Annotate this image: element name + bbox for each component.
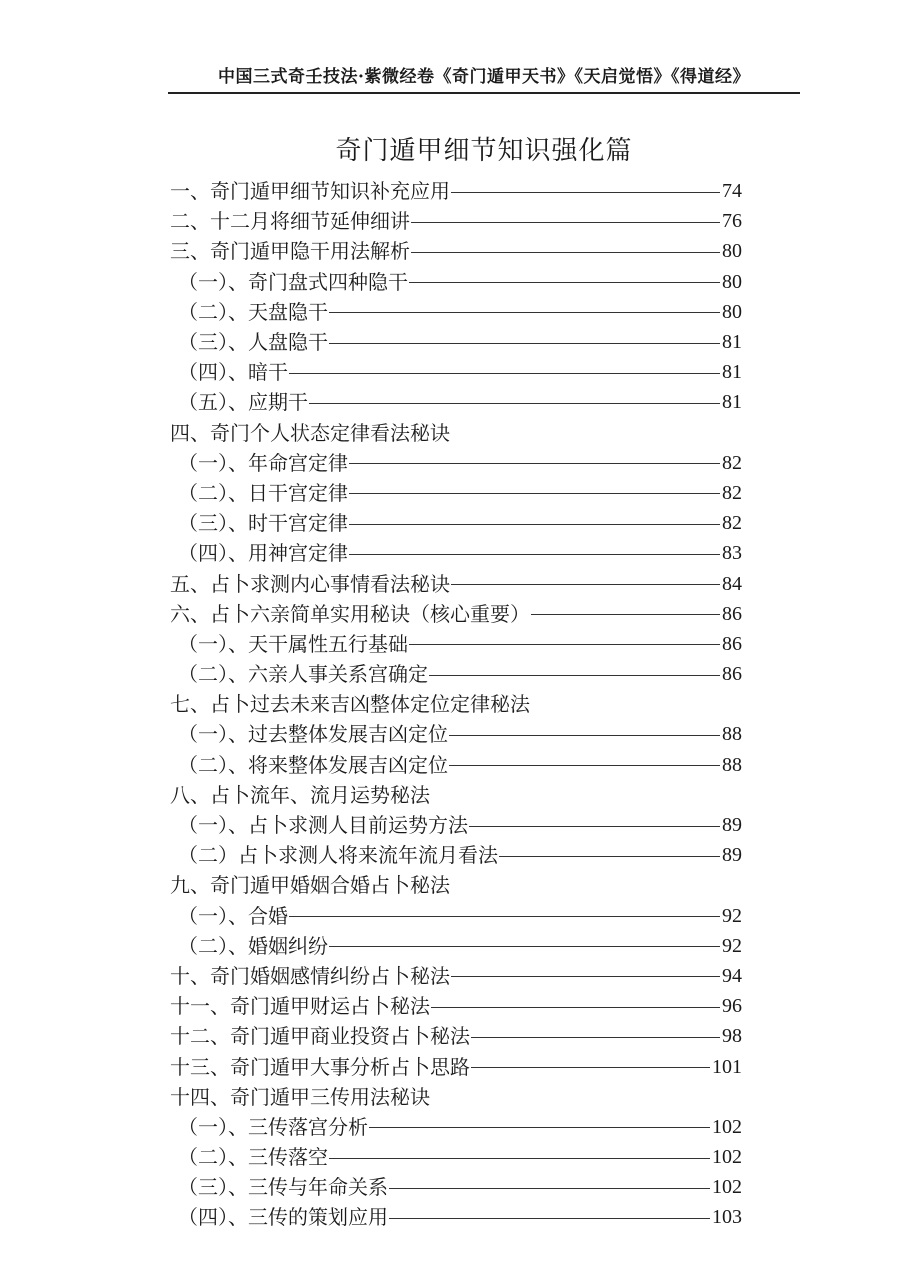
toc-entry-label: （四）、暗干: [178, 360, 288, 385]
toc-page-number: 101: [712, 1055, 742, 1078]
toc-entry-label: （一）、年命宫定律: [178, 450, 348, 475]
toc-leader-line: [531, 614, 720, 615]
toc-entry-label: 三、奇门遁甲隐干用法解析: [170, 239, 410, 264]
toc-entry-label: 六、占卜六亲简单实用秘诀（核心重要）: [170, 601, 530, 626]
toc-entry: [170, 1051, 742, 1081]
toc-entry-label: 五、占卜求测内心事情看法秘诀: [170, 571, 450, 596]
toc-leader-line: [431, 1007, 720, 1008]
toc-leader-line: [451, 192, 720, 193]
toc-entry-label: （二）、天盘隐干: [178, 299, 328, 324]
toc-entry: [170, 418, 742, 448]
toc-entry-label: （一）、占卜求测人目前运势方法: [178, 813, 468, 838]
toc-title: 奇门遁甲细节知识强化篇: [335, 136, 633, 166]
toc-entry-label: 八、占卜流年、流月运势秘法: [170, 782, 430, 807]
toc-entry-label: （四）、三传的策划应用: [178, 1205, 388, 1230]
toc-leader-line: [451, 584, 720, 585]
toc-page-number: 88: [722, 723, 742, 746]
toc-page-number: 92: [722, 934, 742, 957]
toc-leader-line: [471, 1067, 710, 1068]
toc-page-number: 81: [722, 331, 742, 354]
toc-entry: [170, 478, 742, 508]
toc-entry-label: （二）、三传落空: [178, 1145, 328, 1170]
toc-entry-label: （五）、应期干: [178, 390, 308, 415]
toc-entry: [170, 901, 742, 931]
toc-page-number: 82: [722, 451, 742, 474]
toc-page-number: 74: [722, 180, 742, 203]
toc-leader-line: [349, 493, 720, 494]
toc-leader-line: [349, 463, 720, 464]
toc-entry: [170, 629, 742, 659]
toc-entry: [170, 1082, 742, 1112]
toc-entry: [170, 750, 742, 780]
toc-entry-label: （一）、三传落宫分析: [178, 1114, 368, 1139]
toc-leader-line: [289, 373, 720, 374]
toc-page-number: 92: [722, 904, 742, 927]
toc-entry: [170, 1112, 742, 1142]
toc-page-number: 86: [722, 632, 742, 655]
toc-entry-label: 七、占卜过去未来吉凶整体定位定律秘法: [170, 692, 530, 717]
toc-entry-label: （一）、过去整体发展吉凶定位: [178, 722, 448, 747]
toc-entry: [170, 448, 742, 478]
toc-entry: [170, 297, 742, 327]
toc-leader-line: [289, 916, 720, 917]
toc-entry: [170, 357, 742, 387]
toc-leader-line: [329, 343, 720, 344]
toc-entry-label: （三）、时干宫定律: [178, 511, 348, 536]
toc-page-number: 102: [712, 1176, 742, 1199]
toc-entry: [170, 236, 742, 266]
toc-leader-line: [409, 644, 720, 645]
toc-entry-label: （二）、日干宫定律: [178, 480, 348, 505]
toc-page-number: 89: [722, 844, 742, 867]
toc-entry: [170, 568, 742, 598]
toc-entry-label: 二、十二月将细节延伸细讲: [170, 209, 410, 234]
toc-list: [170, 176, 742, 1233]
toc-entry-label: 十四、奇门遁甲三传用法秘诀: [170, 1084, 430, 1109]
toc-entry-label: （四）、用神宫定律: [178, 541, 348, 566]
toc-entry-label: 一、奇门遁甲细节知识补充应用: [170, 179, 450, 204]
toc-entry-label: 十二、奇门遁甲商业投资占卜秘法: [170, 1024, 470, 1049]
toc-entry-label: 十三、奇门遁甲大事分析占卜思路: [170, 1054, 470, 1079]
toc-entry: [170, 719, 742, 749]
toc-entry: [170, 931, 742, 961]
toc-page-number: 81: [722, 361, 742, 384]
toc-leader-line: [309, 403, 720, 404]
toc-entry-label: （二）占卜求测人将来流年流月看法: [178, 843, 498, 868]
toc-entry: [170, 599, 742, 629]
toc-page-number: 80: [722, 270, 742, 293]
toc-leader-line: [369, 1127, 710, 1128]
toc-leader-line: [449, 735, 720, 736]
toc-page-number: 88: [722, 753, 742, 776]
toc-page-number: 96: [722, 995, 742, 1018]
toc-entry: [170, 689, 742, 719]
running-header: 中国三式奇壬技法·紫微经卷《奇门遁甲天书》《天启觉悟》《得道经》: [218, 67, 750, 87]
toc-page-number: 94: [722, 964, 742, 987]
toc-entry: [170, 206, 742, 236]
toc-entry: [170, 267, 742, 297]
toc-page-number: 76: [722, 210, 742, 233]
toc-entry-label: （一）、天干属性五行基础: [178, 631, 408, 656]
toc-entry: [170, 1021, 742, 1051]
toc-page-number: 82: [722, 481, 742, 504]
toc-page-number: 80: [722, 240, 742, 263]
toc-leader-line: [449, 765, 720, 766]
header-rule: [168, 92, 800, 94]
toc-entry: [170, 176, 742, 206]
toc-leader-line: [471, 1037, 720, 1038]
toc-page-number: 86: [722, 602, 742, 625]
toc-page-number: 81: [722, 391, 742, 414]
toc-leader-line: [329, 946, 720, 947]
toc-leader-line: [349, 524, 720, 525]
toc-entry: [170, 1142, 742, 1172]
toc-entry: [170, 870, 742, 900]
toc-entry: [170, 538, 742, 568]
toc-entry: [170, 327, 742, 357]
toc-leader-line: [349, 554, 720, 555]
toc-entry: [170, 991, 742, 1021]
toc-page-number: 83: [722, 542, 742, 565]
toc-entry: [170, 780, 742, 810]
toc-leader-line: [429, 675, 720, 676]
toc-page-number: 102: [712, 1146, 742, 1169]
toc-leader-line: [469, 826, 720, 827]
toc-entry-label: （二）、将来整体发展吉凶定位: [178, 752, 448, 777]
toc-page-number: 103: [712, 1206, 742, 1229]
toc-entry: [170, 1172, 742, 1202]
toc-entry-label: （二）、婚姻纠纷: [178, 933, 328, 958]
toc-entry: [170, 1202, 742, 1232]
toc-page-number: 84: [722, 572, 742, 595]
toc-page-number: 102: [712, 1115, 742, 1138]
toc-leader-line: [409, 282, 720, 283]
toc-entry: [170, 387, 742, 417]
toc-page-number: 80: [722, 300, 742, 323]
toc-entry: [170, 508, 742, 538]
toc-leader-line: [411, 252, 720, 253]
toc-entry-label: （一）、奇门盘式四种隐干: [178, 269, 408, 294]
toc-entry-label: 九、奇门遁甲婚姻合婚占卜秘法: [170, 873, 450, 898]
toc-entry-label: （三）、人盘隐干: [178, 330, 328, 355]
toc-leader-line: [389, 1218, 710, 1219]
toc-entry-label: （一）、合婚: [178, 903, 288, 928]
toc-entry-label: 四、奇门个人状态定律看法秘诀: [170, 420, 450, 445]
toc-leader-line: [451, 976, 720, 977]
toc-entry-label: 十、奇门婚姻感情纠纷占卜秘法: [170, 963, 450, 988]
toc-page-number: 89: [722, 814, 742, 837]
toc-leader-line: [389, 1188, 710, 1189]
toc-entry-label: （三）、三传与年命关系: [178, 1175, 388, 1200]
toc-leader-line: [499, 856, 720, 857]
toc-page-number: 86: [722, 663, 742, 686]
toc-leader-line: [329, 312, 720, 313]
toc-entry: [170, 840, 742, 870]
toc-page-number: 82: [722, 512, 742, 535]
toc-entry-label: 十一、奇门遁甲财运占卜秘法: [170, 994, 430, 1019]
toc-leader-line: [411, 222, 720, 223]
toc-entry: [170, 961, 742, 991]
toc-entry-label: （二）、六亲人事关系宫确定: [178, 662, 428, 687]
toc-entry: [170, 810, 742, 840]
toc-page-number: 98: [722, 1025, 742, 1048]
toc-leader-line: [329, 1158, 710, 1159]
toc-entry: [170, 659, 742, 689]
